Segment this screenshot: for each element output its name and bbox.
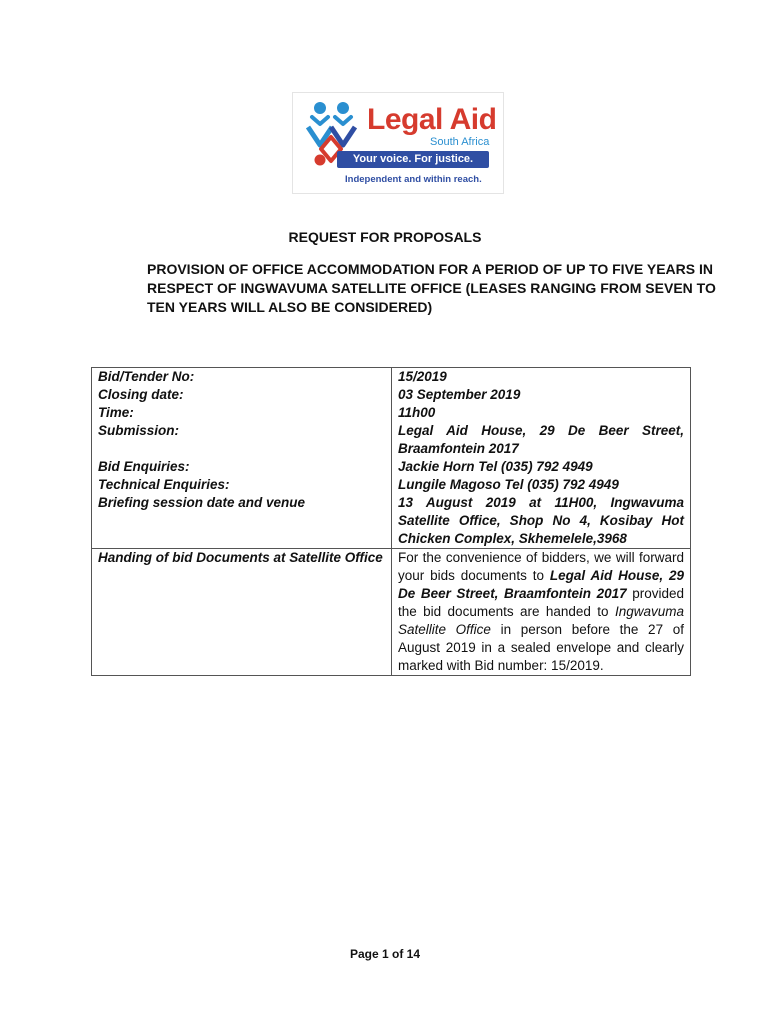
time-value: 11h00	[398, 405, 436, 420]
handing-note	[392, 549, 691, 676]
logo-tagline: Independent and within reach.	[345, 174, 482, 185]
logo-title: Legal Aid	[367, 103, 497, 136]
technical-enquiries-label: Technical Enquiries:	[98, 477, 230, 492]
bid-details-table	[91, 367, 691, 676]
spacer	[98, 440, 385, 458]
handing-note-text: provided the bid documents are handed to	[398, 586, 684, 619]
bid-no-label: Bid/Tender No:	[98, 369, 195, 384]
details-values-cell	[392, 368, 691, 549]
logo-slogan: Your voice. For justice.	[337, 151, 489, 168]
logo-subtitle: South Africa	[430, 136, 490, 148]
briefing-label: Briefing session date and venue	[98, 495, 306, 510]
submission-label: Submission:	[98, 423, 180, 438]
table-row	[92, 549, 691, 676]
legal-aid-logo	[292, 92, 504, 194]
bid-enquiries-value: Jackie Horn Tel (035) 792 4949	[398, 459, 593, 474]
technical-enquiries-value: Lungile Magoso Tel (035) 792 4949	[398, 477, 619, 492]
handing-note-office: Ingwavuma Satellite Office	[398, 604, 684, 637]
closing-date-value: 03 September 2019	[398, 387, 521, 402]
document-subheading: PROVISION OF OFFICE ACCOMMODATION FOR A PERIOD OF UP TO FIVE YEARS IN RESPECT OF INGWAVUMA SATELLITE OFFICE (LEASES RANGING FROM SEVEN TO TEN YEARS WILL ALSO BE CONSIDERED)	[147, 261, 716, 315]
handing-note-text: in person before the 27 of August 2019 in a sealed envelope and clearly marked with Bid number: 15/2019.	[398, 622, 684, 673]
handing-note-text: For the convenience of bidders, we will forward your bids documents to	[398, 550, 684, 583]
page-number: Page 1 of 14	[349, 947, 421, 961]
table-row	[92, 368, 691, 549]
time-label: Time:	[98, 405, 134, 420]
handing-note-address: Legal Aid House, 29 De Beer Street, Braamfontein 2017	[398, 568, 684, 601]
closing-date-label: Closing date:	[98, 387, 184, 402]
document-heading: REQUEST FOR PROPOSALS	[288, 229, 482, 245]
bid-enquiries-label: Bid Enquiries:	[98, 459, 190, 474]
bid-no-value: 15/2019	[398, 369, 447, 384]
handing-label: Handing of bid Documents at Satellite Office	[92, 549, 392, 676]
briefing-value: 13 August 2019 at 11H00, Ingwavuma Satellite Office, Shop No 4, Kosibay Hot Chicken Complex, Skhemelele,3968	[398, 495, 684, 546]
submission-value: Legal Aid House, 29 De Beer Street, Braamfontein 2017	[398, 423, 684, 456]
details-labels-cell	[92, 368, 392, 549]
